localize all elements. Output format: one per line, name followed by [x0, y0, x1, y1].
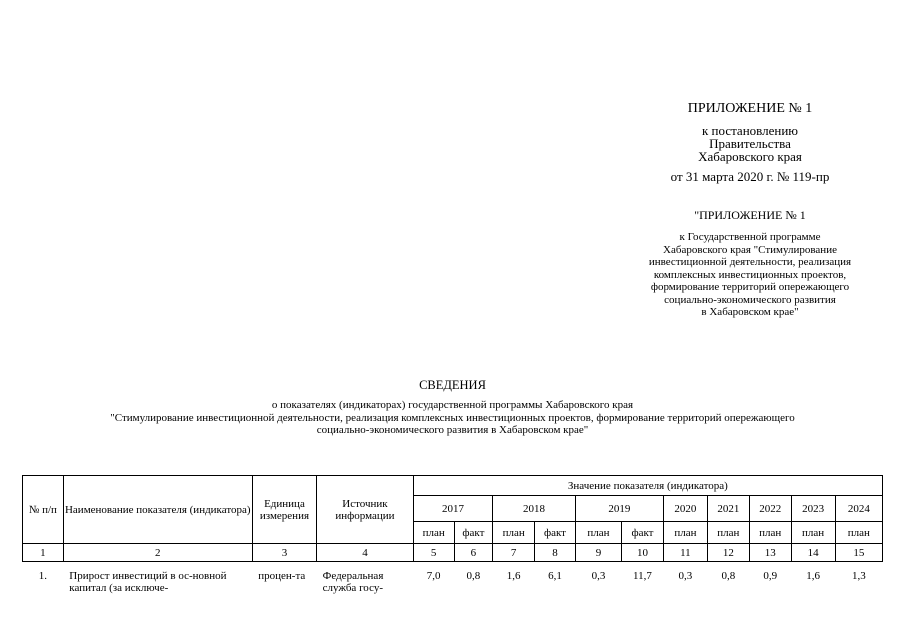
header-plan: план — [575, 522, 621, 544]
header-num: № п/п — [23, 476, 64, 544]
indicator-unit: процен-та — [258, 570, 306, 582]
value-2018-fact: 6,1 — [548, 570, 562, 582]
program-appendix-line: к Государственной программе — [679, 231, 821, 243]
value-2020-plan: 0,3 — [678, 570, 693, 582]
header-fact: факт — [535, 522, 576, 544]
column-numbers-row — [23, 544, 883, 562]
header-year-2020: 2020 — [663, 496, 707, 522]
header-plan: план — [493, 522, 535, 544]
document-heading — [0, 377, 905, 437]
program-appendix-header — [610, 207, 890, 319]
program-appendix-line: формирование территорий опережающего — [650, 281, 850, 293]
column-number: 11 — [663, 544, 707, 562]
column-number: 10 — [622, 544, 664, 562]
header-year-2018: 2018 — [493, 496, 576, 522]
header-year-2023: 2023 — [791, 496, 835, 522]
header-fact: факт — [454, 522, 493, 544]
indicator-source: Федеральная служба госу- — [322, 570, 384, 594]
column-number: 12 — [707, 544, 749, 562]
column-number: 7 — [493, 544, 535, 562]
value-2019-fact: 11,7 — [633, 570, 652, 582]
program-appendix-line: в Хабаровском крае" — [701, 306, 799, 318]
column-number: 6 — [454, 544, 493, 562]
document-title: СВЕДЕНИЯ — [419, 378, 486, 392]
column-number: 4 — [317, 544, 414, 562]
header-year-2017: 2017 — [413, 496, 492, 522]
header-year-2019: 2019 — [575, 496, 663, 522]
value-2019-plan: 0,3 — [591, 570, 606, 582]
value-2022-plan: 0,9 — [763, 570, 778, 582]
column-number: 1 — [23, 544, 64, 562]
appendix-title: ПРИЛОЖЕНИЕ № 1 — [687, 101, 813, 116]
program-appendix-title: "ПРИЛОЖЕНИЕ № 1 — [694, 208, 806, 222]
program-appendix-line: комплексных инвестиционных проектов, — [653, 268, 847, 281]
table-row — [23, 562, 883, 595]
program-appendix-line: инвестиционной деятельности, реализация — [648, 256, 852, 268]
column-number: 8 — [535, 544, 576, 562]
header-name: Наименование показателя (индикатора) — [63, 476, 252, 544]
header-fact: факт — [622, 522, 664, 544]
document-subtitle-line: "Стимулирование инвестиционной деятельности, реализация комплексных инвестиционных проектов, формирование территорий опережающего — [110, 411, 795, 424]
header-value-group: Значение показателя (индикатора) — [413, 476, 882, 496]
header-unit: Единица измерения — [252, 476, 316, 544]
value-2023-plan: 1,6 — [806, 570, 820, 582]
value-2024-plan: 1,3 — [851, 570, 866, 582]
header-plan: план — [413, 522, 454, 544]
header-year-2024: 2024 — [835, 496, 882, 522]
indicator-name: Прирост инвестиций в ос-новной капитал (за исключе- — [69, 570, 227, 594]
column-number: 5 — [413, 544, 454, 562]
program-appendix-line: социально-экономического развития — [664, 293, 836, 306]
appendix-line: Правительства — [709, 136, 791, 151]
column-number: 14 — [791, 544, 835, 562]
value-2018-plan: 1,6 — [506, 570, 521, 582]
program-appendix-line: Хабаровского края "Стимулирование — [663, 243, 837, 256]
header-year-2022: 2022 — [749, 496, 791, 522]
column-number: 13 — [749, 544, 791, 562]
header-plan: план — [749, 522, 791, 544]
header-plan: план — [791, 522, 835, 544]
column-number: 9 — [575, 544, 621, 562]
value-2017-plan: 7,0 — [426, 570, 441, 582]
header-plan: план — [835, 522, 882, 544]
header-source: Источник информации — [317, 476, 414, 544]
appendix-line: к постановлению — [701, 123, 799, 138]
document-subtitle-line: о показателях (индикаторах) государственной программы Хабаровского края — [271, 399, 634, 411]
column-number: 2 — [63, 544, 252, 562]
header-year-2021: 2021 — [707, 496, 749, 522]
value-2017-fact: 0,8 — [466, 570, 481, 582]
row-number: 1. — [38, 570, 48, 582]
header-plan: план — [707, 522, 749, 544]
appendix-date: от 31 марта 2020 г. № 119-пр — [670, 169, 830, 184]
column-number: 3 — [252, 544, 316, 562]
column-number: 15 — [835, 544, 882, 562]
document-subtitle-line: социально-экономического развития в Хабаровском крае" — [316, 424, 589, 436]
indicators-table — [22, 475, 883, 594]
appendix-line: Хабаровского края — [698, 149, 802, 164]
value-2021-plan: 0,8 — [721, 570, 736, 582]
header-plan: план — [663, 522, 707, 544]
appendix-header — [610, 100, 890, 185]
